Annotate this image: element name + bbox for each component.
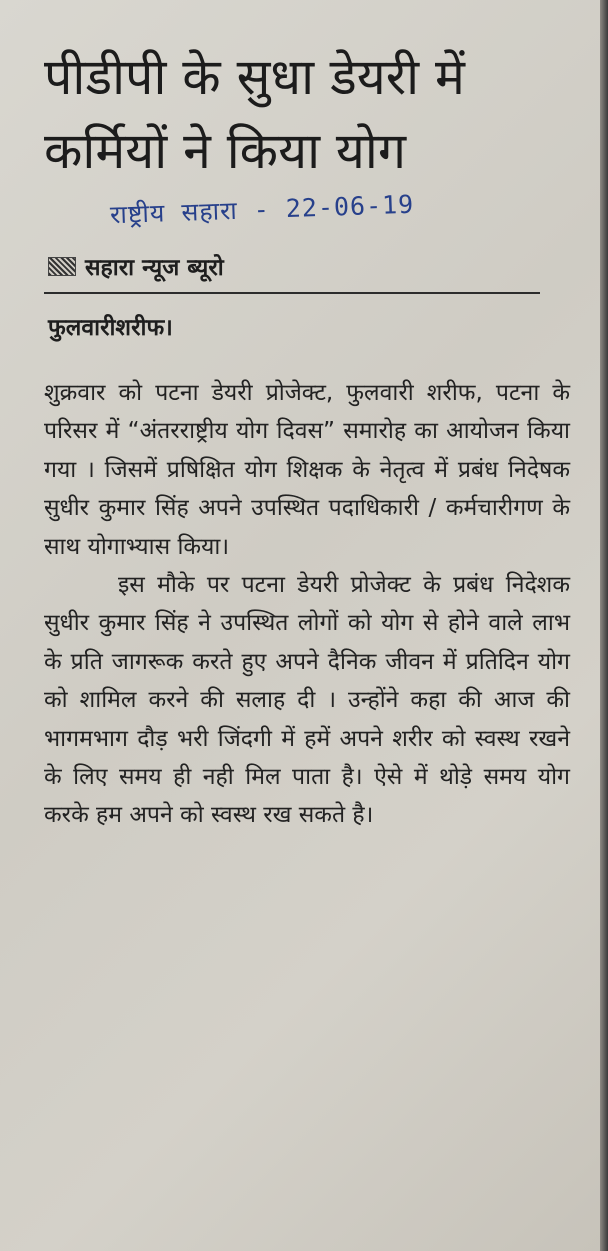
divider-rule: [44, 292, 540, 294]
handwritten-source-date-note: राष्ट्रीय सहारा - 22-06-19: [109, 189, 415, 230]
byline: [48, 250, 224, 282]
article-body: [44, 374, 570, 835]
dateline: फुलवारीशरीफ।: [48, 315, 173, 341]
article-paragraph-1: शुक्रवार को पटना डेयरी प्रोजेक्ट, फुलवारी शरीफ, पटना के परिसर में “अंतरराष्ट्रीय योग दिवस” समारोह का आयोजन किया गया । जिसमें प्रषिक्षित योग शिक्षक के नेतृत्व में प्रबंध निदेषक सुधीर कुमार सिंह अपने उपस्थित पदाधिकारी / कर्मचारीगण के साथ योगाभ्यास किया।: [44, 380, 570, 560]
byline-marker-icon: [48, 257, 76, 276]
article-paragraph-2: इस मौके पर पटना डेयरी प्रोजेक्ट के प्रबंध निदेशक सुधीर कुमार सिंह ने उपस्थित लोगों को योग से होने वाले लाभ के प्रति जागरूक करते हुए अपने दैनिक जीवन में प्रतिदिन योग को शामिल करने की सलाह दी । उन्होंने कहा की आज की भागमभाग दौड़ भरी जिंदगी में हमें अपने शरीर को स्वस्थ रखने के लिए समय ही नही मिल पाता है। ऐसे में थोड़े समय योग करके हम अपने को स्वस्थ रख सकते है।: [44, 572, 570, 829]
headline: पीडीपी के सुधा डेयरी में कर्मियों ने किया योग: [44, 48, 465, 180]
page-edge-shadow: [600, 0, 608, 1251]
byline-text: सहारा न्यूज ब्यूरो: [85, 255, 224, 281]
